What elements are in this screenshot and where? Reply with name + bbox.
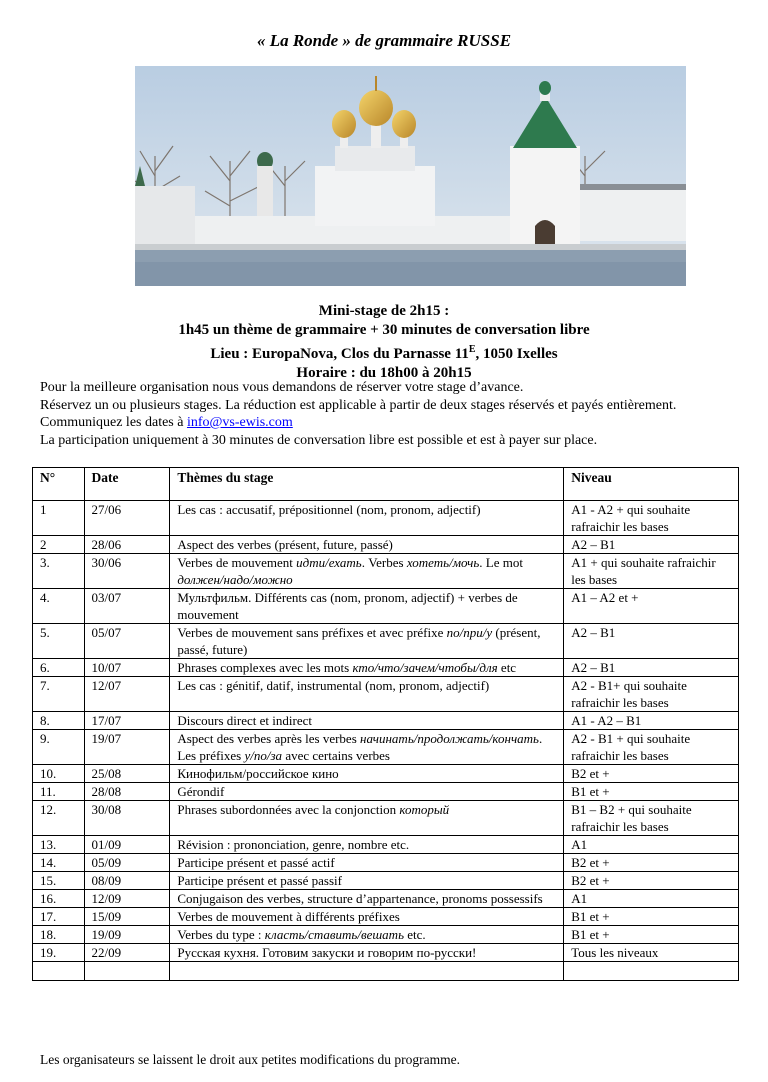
- cell-number: 17.: [33, 908, 85, 926]
- table-row: [33, 836, 739, 854]
- cell-date: 22/09: [84, 944, 170, 962]
- cell-empty: [170, 962, 564, 981]
- cell-number: 5.: [33, 624, 85, 659]
- cell-number: 14.: [33, 854, 85, 872]
- cell-date: 27/06: [84, 501, 170, 536]
- theme-text: Discours direct et indirect: [177, 713, 312, 728]
- table-header-row: [33, 468, 739, 501]
- cell-date: 28/08: [84, 783, 170, 801]
- cell-date: 10/07: [84, 659, 170, 677]
- cell-theme: [170, 677, 564, 712]
- cell-date: 12/09: [84, 890, 170, 908]
- theme-text: Aspect des verbes (présent, future, passé): [177, 537, 393, 552]
- cell-number: 8.: [33, 712, 85, 730]
- cell-number: 10.: [33, 765, 85, 783]
- cell-number: 19.: [33, 944, 85, 962]
- cell-level: Tous les niveaux: [564, 944, 739, 962]
- cell-theme: [170, 854, 564, 872]
- theme-russian-term: должен/надо/можно: [177, 572, 293, 587]
- table-row-empty: [33, 962, 739, 981]
- table-row: [33, 624, 739, 659]
- cell-theme: [170, 730, 564, 765]
- cell-empty: [564, 962, 739, 981]
- table-row: [33, 926, 739, 944]
- table-row: [33, 890, 739, 908]
- cell-level: A1 – A2 et +: [564, 589, 739, 624]
- table-row: [33, 589, 739, 624]
- cell-number: 2: [33, 536, 85, 554]
- theme-russian-term: по/при/у: [446, 625, 493, 640]
- cell-level: A2 – B1: [564, 659, 739, 677]
- theme-text: Verbes de mouvement: [177, 555, 297, 570]
- cell-theme: [170, 554, 564, 589]
- monastery-photo: [135, 66, 686, 286]
- instruction-reserve: Pour la meilleure organisation nous vous demandons de réserver votre stage d’avance.: [40, 380, 524, 395]
- table-row: [33, 677, 739, 712]
- cell-date: 30/06: [84, 554, 170, 589]
- cell-date: 05/09: [84, 854, 170, 872]
- table-row: [33, 854, 739, 872]
- instructions: [40, 379, 740, 449]
- theme-russian-term: класть/ставить/вешать: [264, 927, 404, 942]
- theme-russian-term: хотеть/мочь: [406, 555, 480, 570]
- cell-theme: [170, 926, 564, 944]
- theme-text: etc.: [403, 927, 426, 942]
- theme-text: Phrases complexes avec les mots: [177, 660, 353, 675]
- cell-level: A1: [564, 890, 739, 908]
- theme-russian-term: который: [399, 802, 450, 817]
- theme-russian-term: начинать/продолжать/кончать: [360, 731, 539, 746]
- cell-theme: [170, 801, 564, 836]
- course-duration: Mini-stage de 2h15 :: [318, 303, 450, 319]
- course-location: [0, 340, 768, 364]
- table-row: [33, 908, 739, 926]
- cell-date: 03/07: [84, 589, 170, 624]
- cell-date: 17/07: [84, 712, 170, 730]
- theme-text: Кинофильм/российское кино: [177, 766, 339, 781]
- cell-level: B2 et +: [564, 854, 739, 872]
- cell-level: A2 - B1+ qui souhaite rafraichir les bases: [564, 677, 739, 712]
- table-row: [33, 783, 739, 801]
- course-info: [0, 302, 768, 383]
- table-row: [33, 765, 739, 783]
- theme-text: avec certains verbes: [282, 748, 390, 763]
- location-text: Lieu : EuropaNova, Clos du Parnasse 11: [210, 346, 469, 362]
- cell-level: B2 et +: [564, 872, 739, 890]
- cell-theme: [170, 783, 564, 801]
- cell-level: B1 – B2 + qui souhaite rafraichir les bases: [564, 801, 739, 836]
- table-row: [33, 536, 739, 554]
- table-row: [33, 554, 739, 589]
- header-number: N°: [33, 468, 85, 501]
- theme-text: . Le mot: [479, 555, 523, 570]
- theme-text: (présent, passé, future): [177, 625, 541, 657]
- cell-date: 30/08: [84, 801, 170, 836]
- cell-empty: [84, 962, 170, 981]
- cell-date: 01/09: [84, 836, 170, 854]
- course-schedule: Horaire : du 18h00 à 20h15: [296, 365, 472, 381]
- theme-text: Conjugaison des verbes, structure d’appartenance, pronoms possessifs: [177, 891, 543, 906]
- cell-number: 15.: [33, 872, 85, 890]
- table-row: [33, 659, 739, 677]
- cell-number: 9.: [33, 730, 85, 765]
- cell-number: 13.: [33, 836, 85, 854]
- theme-text: Verbes du type :: [177, 927, 265, 942]
- theme-text: Les cas : génitif, datif, instrumental (nom, pronom, adjectif): [177, 678, 490, 693]
- cell-level: A1 + qui souhaite rafraichir les bases: [564, 554, 739, 589]
- theme-text: . Les préfixes: [177, 731, 543, 763]
- cell-level: A2 - B1 + qui souhaite rafraichir les bases: [564, 730, 739, 765]
- table-body: [33, 501, 739, 981]
- cell-level: B1 et +: [564, 908, 739, 926]
- header-themes: Thèmes du stage: [170, 468, 564, 501]
- cell-theme: [170, 908, 564, 926]
- cell-number: 16.: [33, 890, 85, 908]
- location-superscript: E: [468, 344, 476, 355]
- theme-text: Русская кухня. Готовим закуски и говорим по-русски!: [177, 945, 477, 960]
- theme-russian-term: идти/ехать: [296, 555, 362, 570]
- cell-number: 7.: [33, 677, 85, 712]
- cell-theme: [170, 944, 564, 962]
- theme-text: Participe présent et passé passif: [177, 873, 342, 888]
- cell-level: B2 et +: [564, 765, 739, 783]
- theme-text: Aspect des verbes après les verbes: [177, 731, 360, 746]
- cell-number: 3.: [33, 554, 85, 589]
- theme-text: etc: [497, 660, 517, 675]
- table-row: [33, 712, 739, 730]
- location-city: , 1050 Ixelles: [475, 346, 558, 362]
- cell-level: A1 - A2 – B1: [564, 712, 739, 730]
- discount-text: Réservez un ou plusieurs stages. La réduction est applicable à partir de deux stages réservés et payés entièrement. Communiquez les dates à: [40, 397, 677, 430]
- cell-date: 08/09: [84, 872, 170, 890]
- cell-theme: [170, 836, 564, 854]
- cell-theme: [170, 501, 564, 536]
- cell-theme: [170, 589, 564, 624]
- instruction-discount: [40, 397, 740, 432]
- cell-theme: [170, 659, 564, 677]
- cell-empty: [33, 962, 85, 981]
- table-row: [33, 501, 739, 536]
- theme-text: Phrases subordonnées avec la conjonction: [177, 802, 400, 817]
- cell-level: A1 - A2 + qui souhaite rafraichir les bases: [564, 501, 739, 536]
- cell-date: 05/07: [84, 624, 170, 659]
- header-date: Date: [84, 468, 170, 501]
- cell-number: 18.: [33, 926, 85, 944]
- cell-number: 11.: [33, 783, 85, 801]
- cell-date: 19/09: [84, 926, 170, 944]
- theme-text: Verbes de mouvement sans préfixes et avec préfixe: [177, 625, 447, 640]
- cell-date: 15/09: [84, 908, 170, 926]
- table-row: [33, 801, 739, 836]
- table-row: [33, 730, 739, 765]
- course-format: 1h45 un thème de grammaire + 30 minutes de conversation libre: [178, 322, 590, 338]
- cell-date: 12/07: [84, 677, 170, 712]
- header-level: Niveau: [564, 468, 739, 501]
- cell-date: 19/07: [84, 730, 170, 765]
- instruction-conversation: La participation uniquement à 30 minutes de conversation libre est possible et est à payer sur place.: [40, 432, 598, 448]
- cell-level: A2 – B1: [564, 536, 739, 554]
- cell-number: 4.: [33, 589, 85, 624]
- cell-theme: [170, 712, 564, 730]
- theme-text: Мультфильм. Différents cas (nom, pronom, adjectif) + verbes de mouvement: [177, 590, 518, 622]
- footer-note: Les organisateurs se laissent le droit aux petites modifications du programme.: [40, 1052, 461, 1067]
- cell-level: A1: [564, 836, 739, 854]
- cell-theme: [170, 890, 564, 908]
- cell-number: 12.: [33, 801, 85, 836]
- table-row: [33, 944, 739, 962]
- theme-text: Verbes de mouvement à différents préfixes: [177, 909, 400, 924]
- cell-theme: [170, 624, 564, 659]
- theme-russian-term: у/по/за: [244, 748, 283, 763]
- theme-russian-term: кто/что/зачем/чтобы/для: [352, 660, 498, 675]
- cell-date: 25/08: [84, 765, 170, 783]
- cell-theme: [170, 536, 564, 554]
- theme-text: Les cas : accusatif, prépositionnel (nom, pronom, adjectif): [177, 502, 481, 517]
- table-row: [33, 872, 739, 890]
- theme-text: . Verbes: [361, 555, 407, 570]
- theme-text: Révision : prononciation, genre, nombre etc.: [177, 837, 410, 852]
- cell-level: A2 – B1: [564, 624, 739, 659]
- cell-date: 28/06: [84, 536, 170, 554]
- cell-theme: [170, 872, 564, 890]
- cell-level: B1 et +: [564, 783, 739, 801]
- cell-theme: [170, 765, 564, 783]
- theme-text: Participe présent et passé actif: [177, 855, 335, 870]
- page-title: « La Ronde » de grammaire RUSSE: [256, 31, 512, 50]
- email-link[interactable]: info@vs-ewis.com: [186, 415, 293, 430]
- cell-level: B1 et +: [564, 926, 739, 944]
- schedule-table: [32, 467, 739, 981]
- cell-number: 6.: [33, 659, 85, 677]
- theme-text: Gérondif: [177, 784, 225, 799]
- cell-number: 1: [33, 501, 85, 536]
